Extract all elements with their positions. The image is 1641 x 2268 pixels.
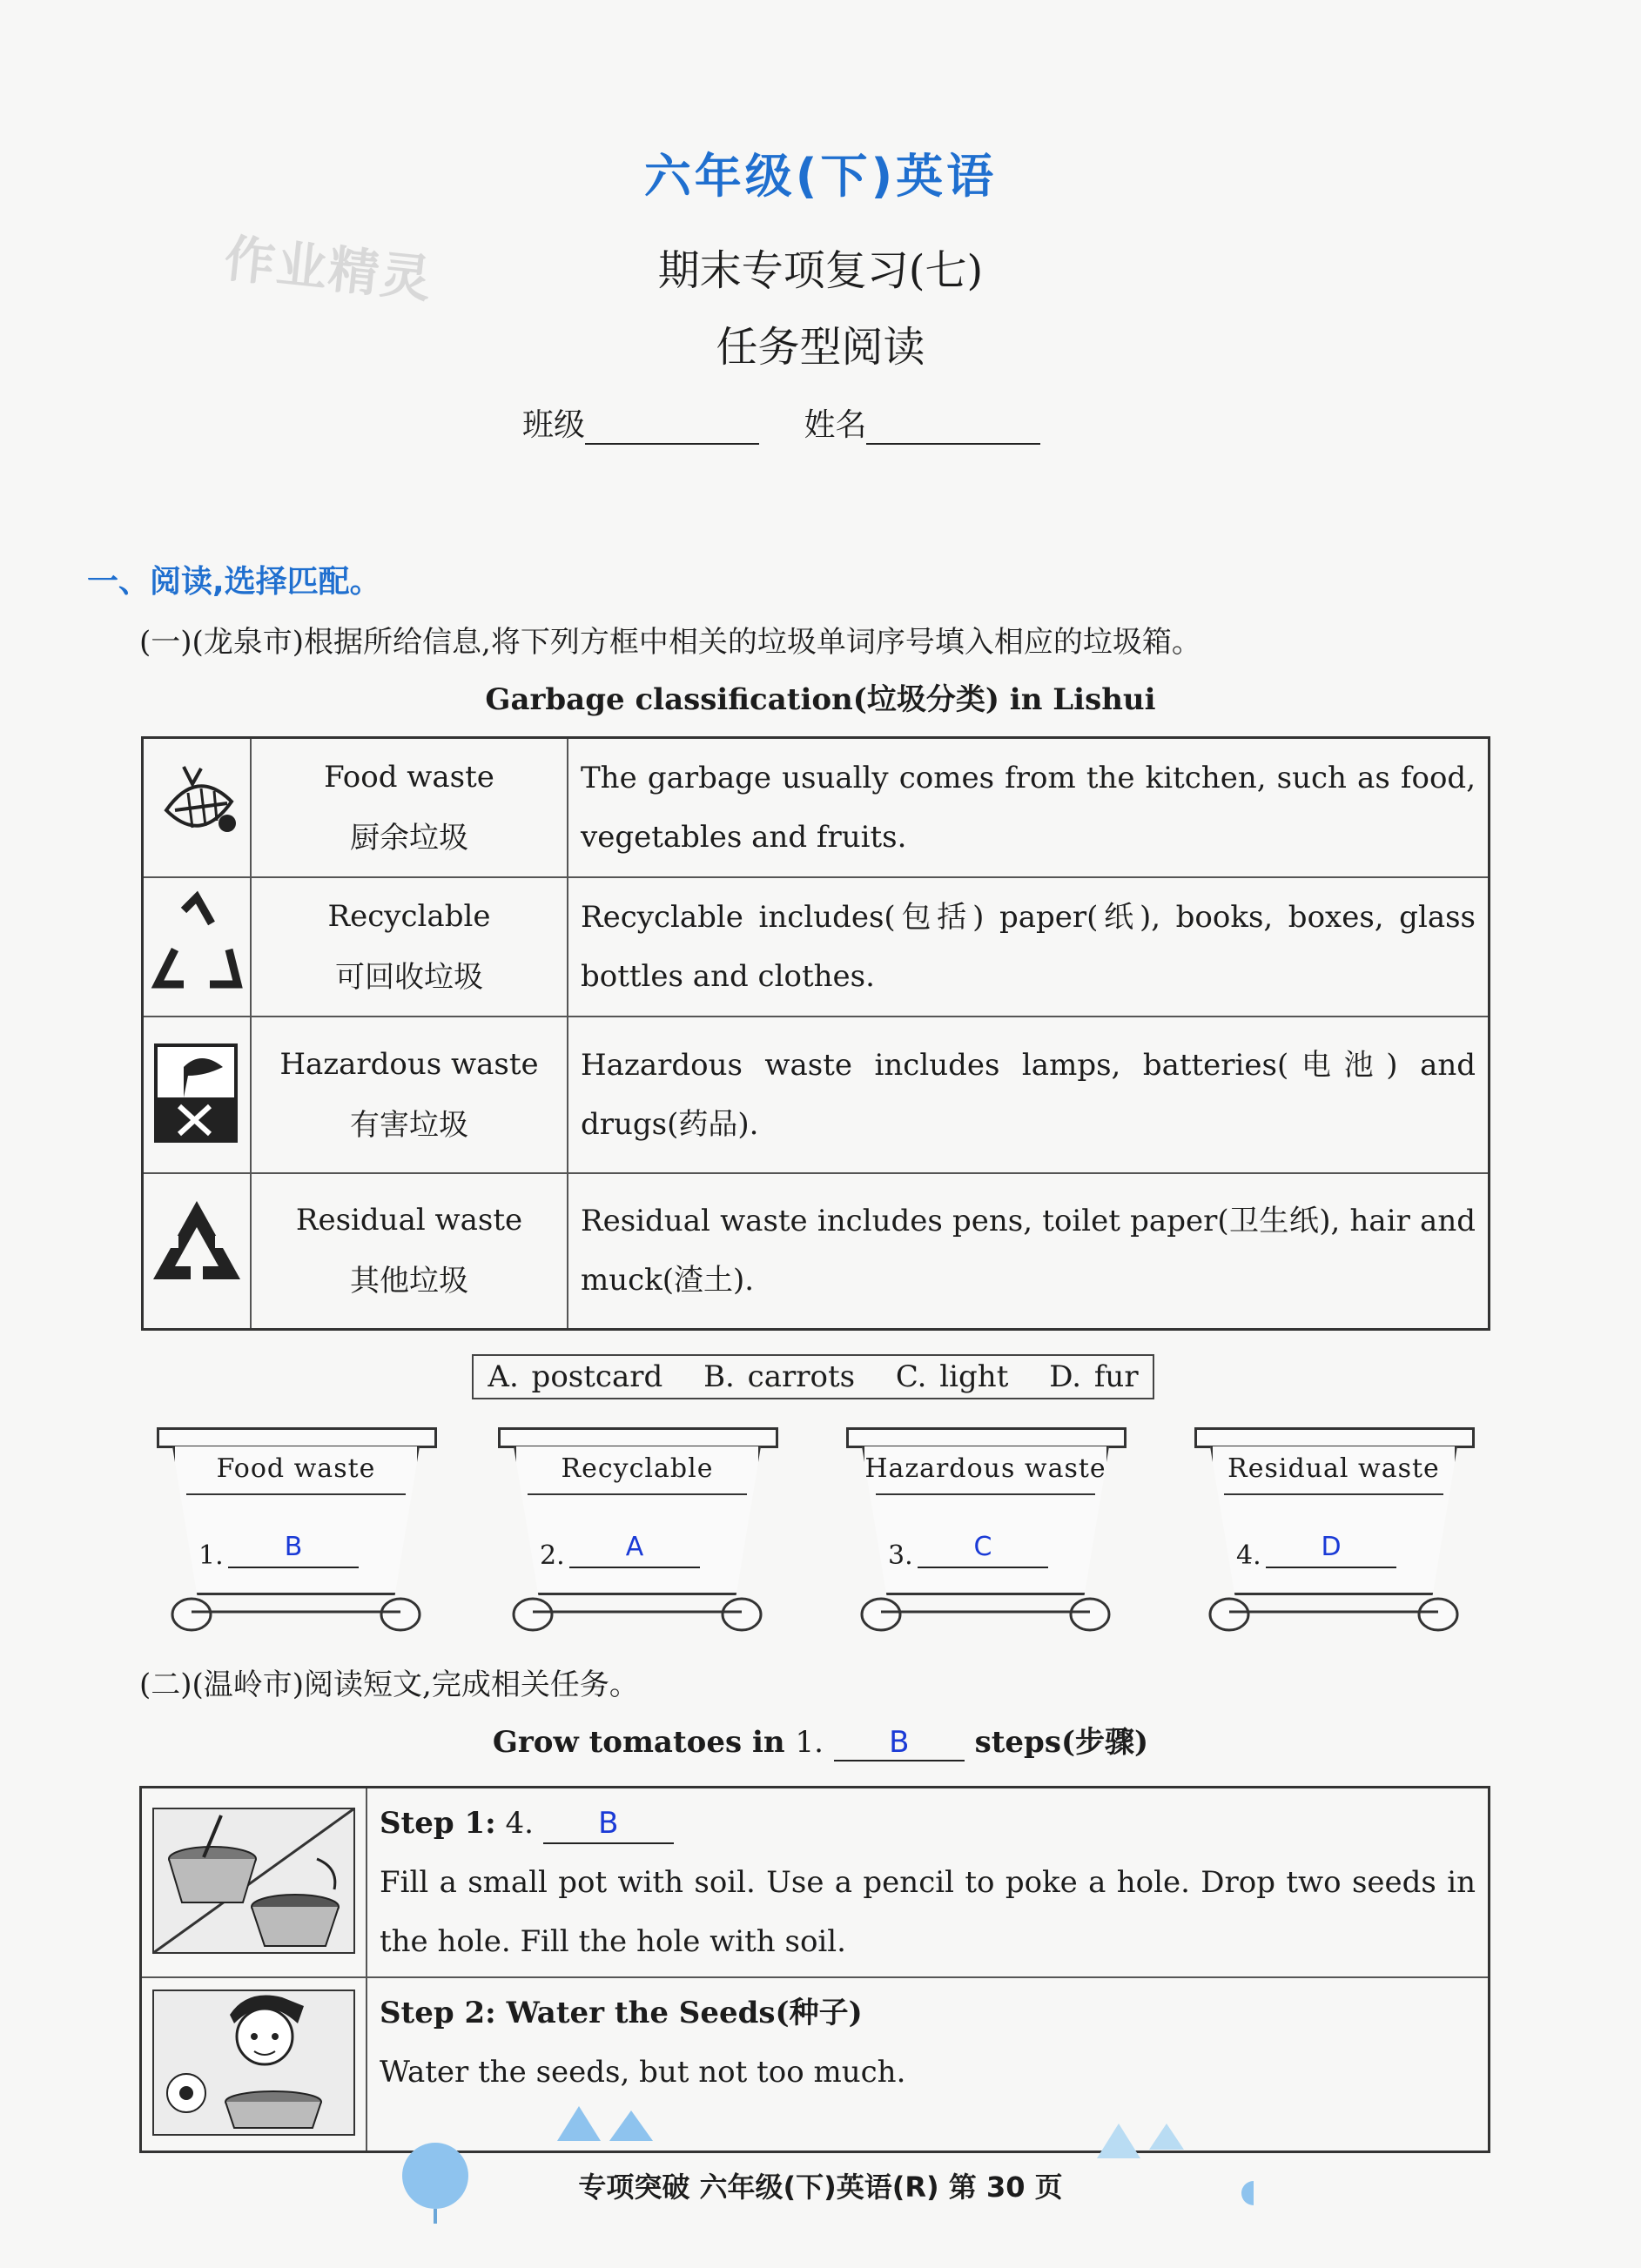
answer-line[interactable] bbox=[569, 1567, 700, 1568]
residual-triangle-icon bbox=[143, 1173, 252, 1330]
bin-divider bbox=[876, 1493, 1095, 1495]
bin-label: Recyclable bbox=[561, 1453, 714, 1484]
bin-recyclable bbox=[498, 1427, 777, 1641]
step-title: Step 1: bbox=[380, 1806, 496, 1841]
category-en: Recyclable bbox=[327, 898, 491, 934]
answer-line[interactable] bbox=[918, 1567, 1048, 1568]
page-title: 六年级(下)英语 bbox=[643, 149, 998, 204]
bin-divider bbox=[1224, 1493, 1443, 1495]
bin-food-waste bbox=[157, 1427, 435, 1641]
caption-answer-line[interactable] bbox=[834, 1725, 965, 1761]
category-zh: 可回收垃圾 bbox=[335, 959, 483, 995]
page-topic: 任务型阅读 bbox=[716, 323, 925, 372]
bin-answer: D bbox=[1321, 1532, 1342, 1562]
category-zh: 有害垃圾 bbox=[350, 1107, 468, 1143]
step-title: Step 2: bbox=[380, 1996, 496, 2030]
step-answer: B bbox=[598, 1806, 619, 1841]
bin-number: 4. bbox=[1236, 1540, 1261, 1571]
step-num: 4. bbox=[505, 1806, 534, 1841]
option-c: C. light bbox=[895, 1359, 1009, 1394]
class-label: 班级 bbox=[522, 407, 586, 443]
category-name bbox=[251, 738, 568, 877]
bin-number: 1. bbox=[198, 1540, 224, 1571]
fish-bone-icon bbox=[143, 738, 252, 877]
category-en: Residual waste bbox=[295, 1203, 523, 1238]
step-1 bbox=[367, 1788, 1490, 1978]
category-desc: Residual waste includes pens, toilet paper(卫生纸), hair and muck(渣土). bbox=[568, 1173, 1490, 1330]
category-zh: 其他垃圾 bbox=[350, 1264, 468, 1299]
category-zh: 厨余垃圾 bbox=[350, 820, 468, 856]
bin-hazardous-waste bbox=[846, 1427, 1125, 1641]
caption-answer: B bbox=[889, 1725, 910, 1760]
page-footer: 专项突破 六年级(下)英语(R) 第 30 页 bbox=[578, 2171, 1063, 2204]
bin-label: Food waste bbox=[216, 1453, 376, 1484]
answer-line[interactable] bbox=[228, 1567, 359, 1568]
garbage-table bbox=[141, 736, 1490, 1331]
caption-pre: Grow tomatoes in bbox=[492, 1725, 785, 1760]
steps-table bbox=[139, 1786, 1490, 2153]
watering-girl-illustration bbox=[141, 1977, 367, 2151]
category-name bbox=[251, 1173, 568, 1330]
student-info bbox=[522, 400, 1075, 445]
category-name bbox=[251, 1017, 568, 1173]
bin-number: 3. bbox=[888, 1540, 913, 1571]
bin-answer: A bbox=[625, 1532, 644, 1562]
watermark: 作业精灵 bbox=[221, 228, 436, 310]
bin-residual-waste bbox=[1194, 1427, 1473, 1641]
bin-label: Residual waste bbox=[1227, 1453, 1440, 1484]
table-row bbox=[141, 1788, 1490, 1978]
bin-answer: B bbox=[284, 1532, 303, 1562]
category-desc: Hazardous waste includes lamps, batteries(电池) and drugs(药品). bbox=[568, 1017, 1490, 1173]
caption-num: 1. bbox=[795, 1725, 824, 1760]
category-name bbox=[251, 877, 568, 1017]
category-desc: The garbage usually comes from the kitchen, such as food, vegetables and fruits. bbox=[568, 738, 1490, 877]
table-row bbox=[143, 1017, 1490, 1173]
bin-divider bbox=[186, 1493, 406, 1495]
step-text: Water the seeds, but not too much. bbox=[380, 2055, 906, 2090]
part2-instruction: (二)(温岭市)阅读短文,完成相关任务。 bbox=[139, 1667, 639, 1702]
planting-seeds-illustration bbox=[141, 1788, 367, 1978]
name-label: 姓名 bbox=[804, 407, 867, 443]
table-row bbox=[143, 1173, 1490, 1330]
page-subtitle: 期末专项复习(七) bbox=[657, 246, 984, 295]
section-heading: 一、阅读,选择匹配。 bbox=[87, 564, 381, 600]
option-a: A. postcard bbox=[488, 1359, 663, 1394]
table-caption: Garbage classification(垃圾分类) in Lishui bbox=[485, 682, 1156, 717]
step-text: Fill a small pot with soil. Use a pencil to poke a hole. Drop two seeds in the hole. Fill the hole with soil. bbox=[380, 1865, 1476, 1959]
category-en: Hazardous waste bbox=[279, 1046, 539, 1082]
bin-number: 2. bbox=[540, 1540, 565, 1571]
hazard-battery-icon bbox=[143, 1017, 252, 1173]
name-field[interactable] bbox=[866, 408, 1040, 445]
option-d: D. fur bbox=[1049, 1359, 1139, 1394]
step-answer-line[interactable] bbox=[543, 1804, 674, 1844]
recycle-arrows-icon bbox=[143, 877, 252, 1017]
class-field[interactable] bbox=[585, 408, 759, 445]
table-row bbox=[143, 877, 1490, 1017]
part1-instruction: (一)(龙泉市)根据所给信息,将下列方框中相关的垃圾单词序号填入相应的垃圾箱。 bbox=[139, 625, 1201, 660]
steps-caption bbox=[0, 1718, 1641, 1761]
bin-label: Hazardous waste bbox=[864, 1453, 1106, 1484]
options-box bbox=[472, 1354, 1154, 1399]
bin-divider bbox=[528, 1493, 747, 1495]
category-en: Food waste bbox=[324, 759, 494, 795]
bin-answer: C bbox=[973, 1532, 992, 1562]
answer-line[interactable] bbox=[1266, 1567, 1396, 1568]
option-b: B. carrots bbox=[703, 1359, 856, 1394]
caption-post: steps(步骤) bbox=[974, 1725, 1149, 1760]
step-heading: Water the Seeds(种子) bbox=[506, 1996, 863, 2030]
table-row bbox=[143, 738, 1490, 877]
category-desc: Recyclable includes(包括) paper(纸), books, boxes, glass bottles and clothes. bbox=[568, 877, 1490, 1017]
